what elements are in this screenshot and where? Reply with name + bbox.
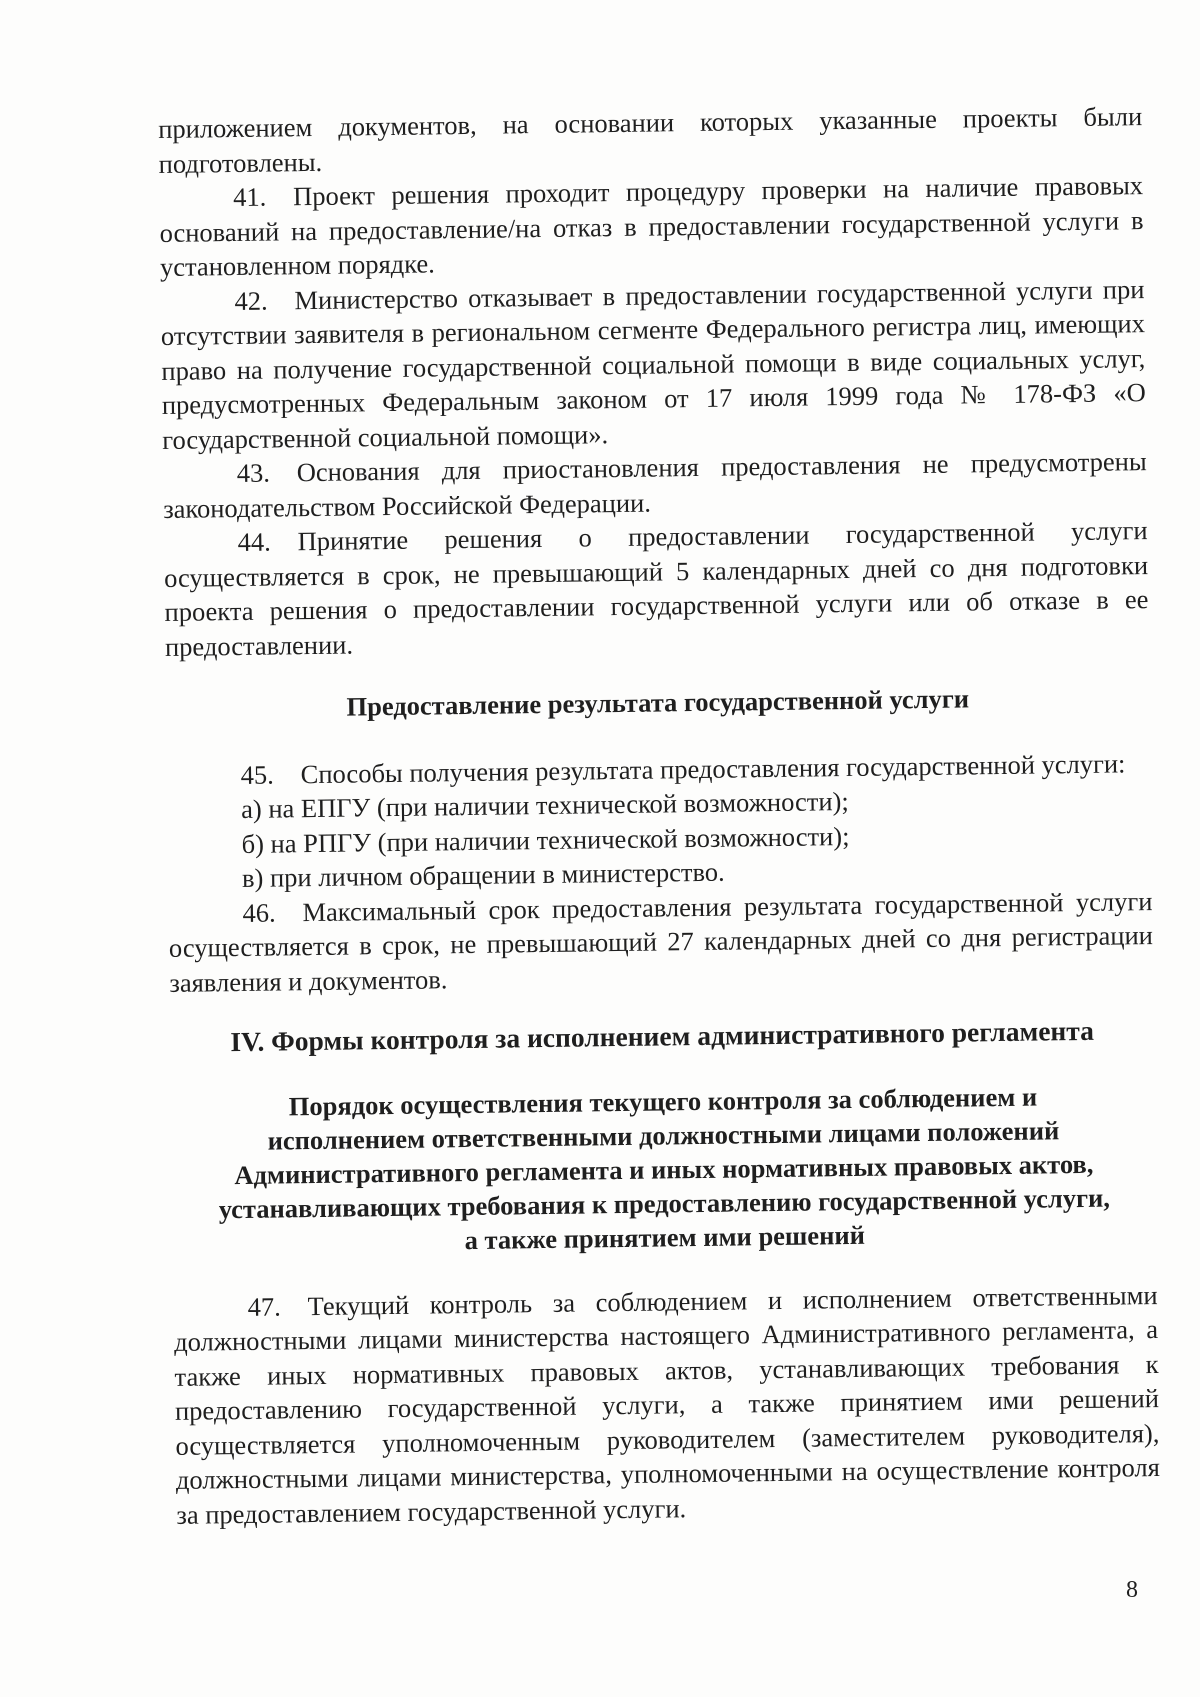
paragraph-text: Министерство отказывает в предоставлении государственной услуги при отсутствии заявителя в региональном сегменте Федерального регистра лиц, имеющих право на получение государственной социальной помощи в виде социальных услуг, предусмотренных Федеральным законом от 17 июля 1999 года № 178-ФЗ «О государственной социальной помощи».: [160, 273, 1146, 455]
paragraph-number: 47.: [247, 1290, 281, 1322]
paragraph-42: [160, 272, 1146, 457]
paragraph-number: 41.: [232, 181, 267, 213]
page-number: 8: [1126, 1577, 1138, 1603]
paragraph-46: [168, 884, 1153, 1000]
document-body: [158, 99, 1161, 1532]
paragraph-text: Основания для приостановления предоставления не предусмотрены законодательством Российской Федерации.: [162, 446, 1147, 524]
list-item-personal-visit: в) при личном обращении в министерство.: [241, 856, 725, 893]
paragraph-41: [159, 168, 1144, 284]
list-item-rpgu: б) на РПГУ (при наличии технической возможности);: [241, 820, 850, 859]
heading-current-control: [171, 1078, 1157, 1261]
paragraph-number: 46.: [242, 897, 276, 928]
heading-line: Порядок осуществления текущего контроля за соблюдением и: [288, 1081, 1038, 1121]
paragraph-text: Проект решения проходит процедуру проверки на наличие правовых оснований на предоставление/на отказ в предоставлении государственной услуги в установленном порядке.: [159, 170, 1144, 282]
heading-line: а также принятием ими решений: [464, 1219, 866, 1255]
paragraph-text: Текущий контроль за соблюдением и исполнением ответственными должностными лицами министерства настоящего Административного регламента, а также иных нормативных правовых актов, устанавливающих требования к предоставлению государственной услуги, а также принятием ими решений осуществляется уполномоченным руководителем (заместителем руководителя), должностными лицами министерства, уполномоченными на осуществление контроля за предоставлением государственной услуги.: [173, 1279, 1161, 1530]
paragraph-44: [163, 513, 1149, 664]
paragraph-40-continuation: приложением документов, на основании которых указанные проекты были подготовлены.: [158, 101, 1143, 179]
paragraph-text: Принятие решения о предоставлении государственной услуги осуществляется в срок, не превышающий 5 календарных дней со дня подготовки проекта решения о предоставлении государственной услуги или об отказе в ее предоставлении.: [163, 515, 1149, 662]
paragraph-number: 44.: [237, 526, 271, 557]
heading-result-provision: Предоставление результата государственной услуги: [346, 683, 970, 722]
heading-line: исполнением ответственными должностными лицами положений: [267, 1114, 1060, 1156]
heading-line: Административного регламента и иных нормативных правовых актов,: [234, 1148, 1094, 1190]
paragraph-text: Максимальный срок предоставления результата государственной услуги осуществляется в срок, не превышающий 27 календарных дней со дня регистрации заявления и документов.: [168, 885, 1154, 998]
paragraph-text: Способы получения результата предоставления государственной услуги:: [300, 747, 1126, 789]
list-item-epgu: а) на ЕПГУ (при наличии технической возможности);: [240, 786, 849, 824]
paragraph-number: 42.: [234, 285, 268, 316]
heading-section-4: IV. Формы контроля за исполнением административного регламента: [230, 1014, 1095, 1058]
paragraph-43: [163, 444, 1148, 526]
paragraph-number: 43.: [236, 457, 271, 488]
paragraph-47: [173, 1278, 1160, 1532]
heading-line: устанавливающих требования к предоставлению государственной услуги,: [218, 1182, 1111, 1224]
paragraph-number: 45.: [240, 759, 274, 790]
